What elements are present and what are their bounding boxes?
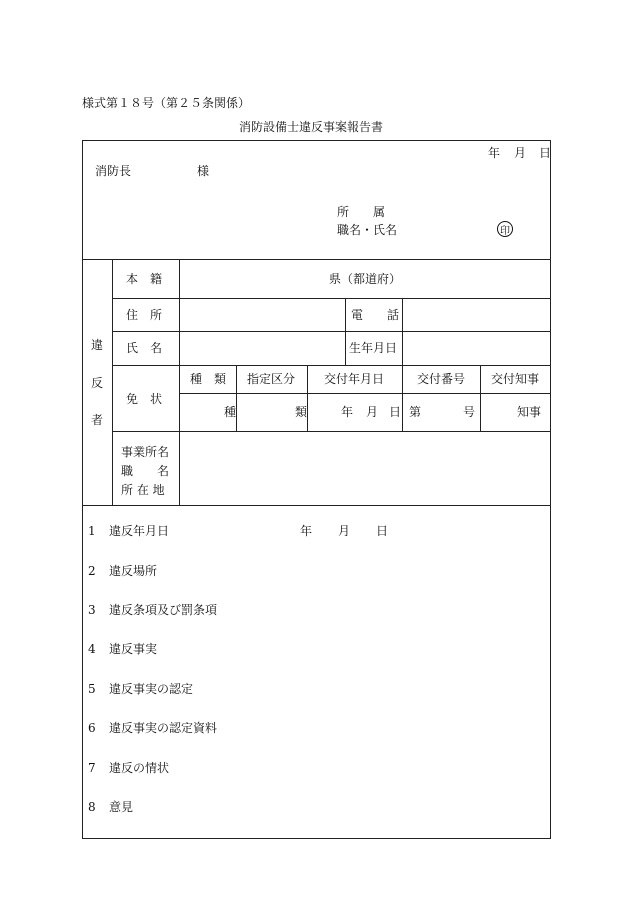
license-header-issue-date: 交付年月日	[324, 372, 385, 386]
item-number-5: 5	[88, 682, 96, 696]
phone-label: 電 話	[351, 308, 400, 322]
office-location-label: 所 在 地	[121, 483, 165, 497]
divider-license-col1	[236, 365, 237, 431]
license-header-designation: 指定区分	[247, 372, 296, 386]
license-day: 日	[389, 405, 402, 419]
item1-month: 月	[338, 524, 351, 538]
license-no-suffix: 号	[463, 405, 476, 419]
license-kind-b: 類	[295, 405, 308, 419]
form-number: 様式第１８号（第２５条関係）	[82, 96, 251, 110]
violator-label-1: 違	[91, 338, 104, 352]
item-label-6: 違反事実の認定資料	[109, 721, 218, 735]
divider-violator	[82, 505, 551, 506]
item-label-7: 違反の情状	[109, 761, 170, 775]
divider-license-col2	[307, 365, 308, 431]
domicile-value: 県（都道府）	[329, 272, 402, 286]
license-kind-a: 種	[224, 405, 237, 419]
name-label: 氏 名	[126, 341, 163, 355]
license-month: 月	[366, 405, 379, 419]
divider-field-labels	[179, 259, 180, 505]
page-title: 消防設備士違反事案報告書	[239, 120, 384, 134]
addressee-honorific: 様	[197, 164, 210, 178]
item-label-1: 違反年月日	[109, 524, 170, 538]
item-label-2: 違反場所	[109, 564, 158, 578]
divider-name	[112, 365, 551, 366]
item-number-2: 2	[88, 564, 96, 578]
divider-license	[112, 431, 551, 432]
item-number-7: 7	[88, 761, 96, 775]
item-number-8: 8	[88, 800, 96, 814]
divider-violator-label	[112, 259, 113, 505]
office-title-label: 職 名	[121, 464, 170, 478]
license-governor: 知事	[517, 405, 542, 419]
seal-mark: 印	[497, 221, 513, 237]
divider-license-col3	[402, 365, 403, 431]
addressee-chief: 消防長	[95, 164, 132, 178]
violator-label-3: 者	[91, 413, 104, 427]
violator-label-2: 反	[91, 376, 104, 390]
divider-address	[112, 331, 551, 332]
header-month: 月	[514, 146, 527, 160]
license-label: 免 状	[126, 392, 163, 406]
reporter-affiliation-label: 所 属	[337, 205, 386, 219]
item-number-4: 4	[88, 642, 96, 656]
office-name-label: 事業所名	[121, 445, 170, 459]
license-header-governor: 交付知事	[491, 372, 540, 386]
reporter-name-label: 職名・氏名	[337, 223, 398, 237]
item-number-6: 6	[88, 721, 96, 735]
header-year: 年	[488, 146, 501, 160]
birthdate-label: 生年月日	[349, 341, 398, 355]
license-no-prefix: 第	[409, 405, 422, 419]
divider-domicile	[112, 298, 551, 299]
divider-license-header	[179, 393, 551, 394]
item-number-3: 3	[88, 603, 96, 617]
divider-address-value	[402, 298, 403, 365]
license-header-kind: 種 類	[190, 372, 227, 386]
divider-address-mid	[345, 298, 346, 365]
address-label: 住 所	[126, 308, 163, 322]
divider-license-col4	[480, 365, 481, 431]
domicile-label: 本 籍	[126, 272, 163, 286]
item-label-8: 意見	[109, 800, 134, 814]
license-header-issue-number: 交付番号	[417, 372, 466, 386]
header-day: 日	[539, 146, 552, 160]
divider-header	[82, 259, 551, 260]
license-year: 年	[341, 405, 354, 419]
item-number-1: 1	[88, 524, 96, 538]
item1-day: 日	[376, 524, 389, 538]
item-label-3: 違反条項及び罰条項	[109, 603, 218, 617]
item-label-4: 違反事実	[109, 642, 158, 656]
item1-year: 年	[300, 524, 313, 538]
item-label-5: 違反事実の認定	[109, 682, 194, 696]
